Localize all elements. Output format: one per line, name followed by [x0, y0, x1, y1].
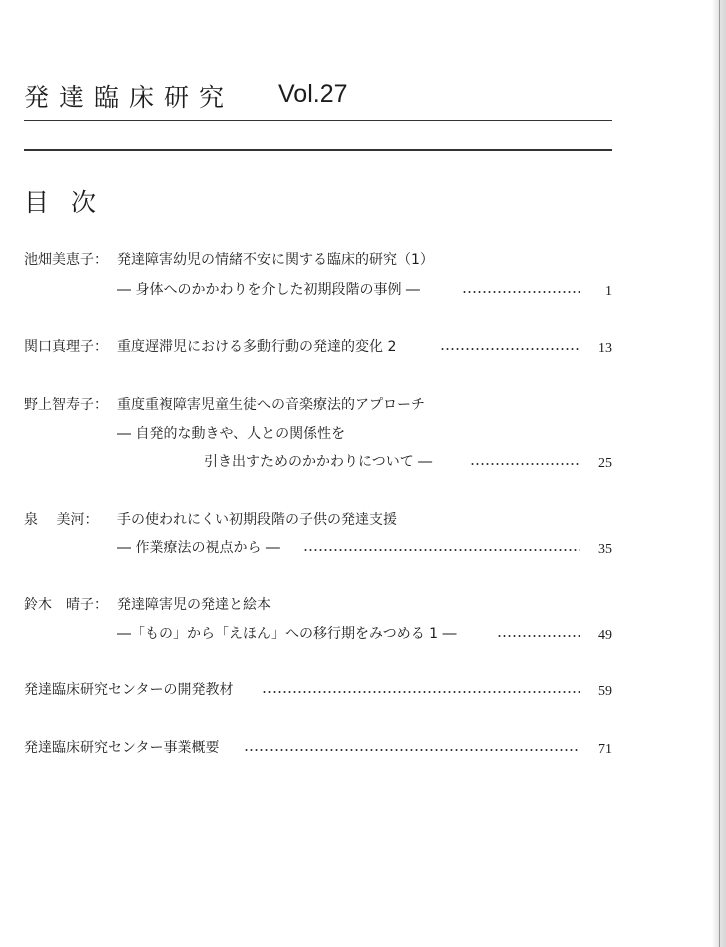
toc-leader-5 — [497, 625, 580, 643]
toc-title-2-line-1: 重度遅滞児における多動行動の発達的変化 2 — [117, 339, 397, 355]
page-edge-line — [719, 0, 720, 947]
toc-leader-6 — [262, 681, 580, 699]
header-rule-upper — [24, 120, 612, 121]
toc-heading: 目次 — [24, 188, 119, 217]
toc-author-3: 野上智寿子： — [24, 397, 108, 413]
toc-page-3: 25 — [598, 456, 612, 471]
toc-author-1: 池畑美恵子： — [24, 252, 108, 268]
toc-leader-1 — [462, 281, 580, 299]
journal-title: 発達臨床研究 — [24, 83, 235, 112]
toc-page-1: 1 — [605, 284, 612, 299]
toc-page-6: 59 — [598, 684, 612, 699]
toc-author-5: 鈴木 晴子： — [24, 597, 108, 613]
toc-leader-2 — [440, 338, 580, 356]
toc-title-4-line-2: ― 作業療法の視点から ― — [117, 540, 280, 556]
toc-page-5: 49 — [598, 628, 612, 643]
toc-title-5-line-1: 発達障害児の発達と絵本 — [117, 597, 271, 613]
toc-author-4: 泉 美河： — [24, 512, 99, 528]
toc-title-5-line-2: ―「もの」から「えほん」への移行期をみつめる 1 ― — [117, 626, 457, 642]
toc-title-3-line-2: ― 自発的な動きや、人との関係性を — [117, 426, 346, 442]
toc-leader-7 — [244, 739, 580, 757]
toc-leader-3 — [470, 453, 580, 471]
toc-title-4-line-1: 手の使われにくい初期段階の子供の発達支援 — [117, 512, 397, 528]
toc-title-1-line-1: 発達障害幼児の情緒不安に関する臨床的研究（1） — [117, 252, 434, 268]
toc-page-7: 71 — [598, 742, 612, 757]
toc-author-2: 関口真理子： — [24, 339, 108, 355]
header-rule-lower — [24, 149, 612, 151]
toc-title-3-line-3: 引き出すためのかかわりについて ― — [204, 454, 433, 470]
volume-number: Vol.27 — [278, 80, 348, 108]
toc-page-2: 13 — [598, 341, 612, 356]
toc-leader-4 — [303, 539, 580, 557]
toc-title-3-line-1: 重度重複障害児童生徒への音楽療法的アプローチ — [117, 397, 425, 413]
toc-title-1-line-2: ― 身体へのかかわりを介した初期段階の事例 ― — [117, 282, 420, 298]
toc-title-7: 発達臨床研究センター事業概要 — [24, 740, 220, 756]
toc-title-6: 発達臨床研究センターの開発教材 — [24, 682, 234, 698]
toc-page-4: 35 — [598, 542, 612, 557]
